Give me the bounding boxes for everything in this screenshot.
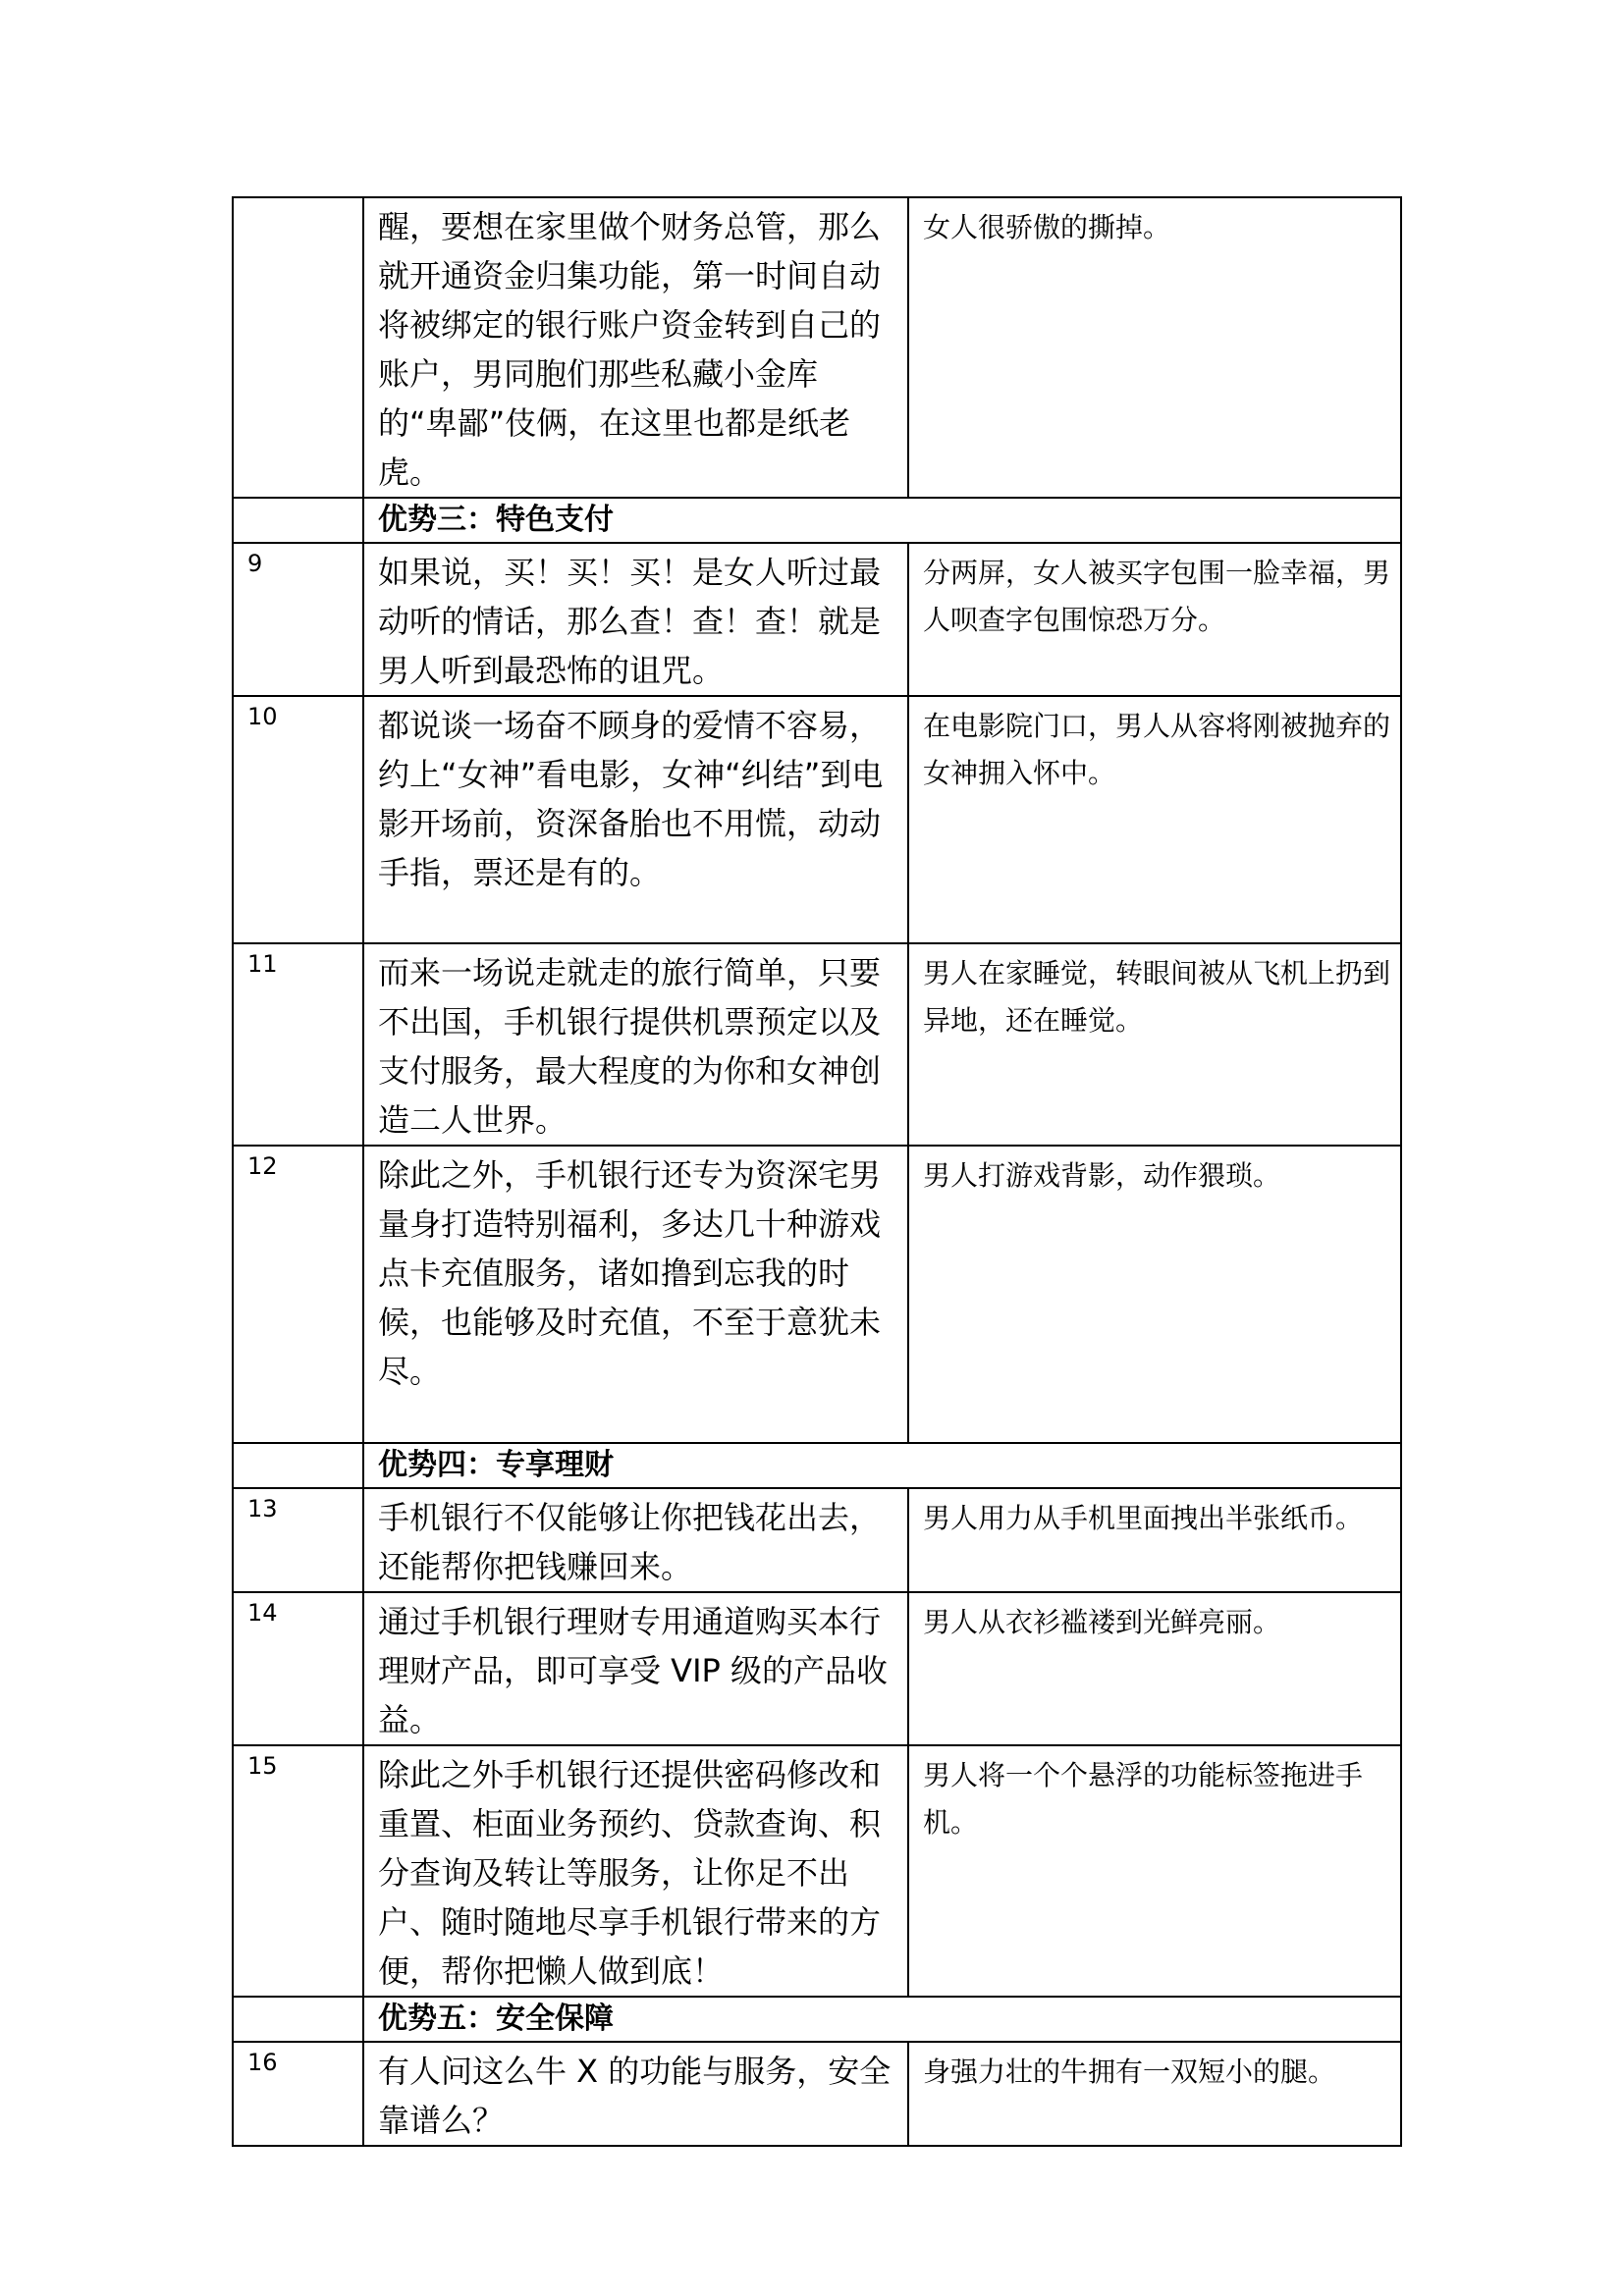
narration-cell: 通过手机银行理财专用通道购买本行理财产品，即可享受 VIP 级的产品收益。 xyxy=(363,1592,908,1745)
visual-cell: 男人将一个个悬浮的功能标签拖进手机。 xyxy=(908,1745,1401,1997)
section-heading: 优势五：安全保障 xyxy=(363,1997,1401,2042)
visual-cell: 身强力壮的牛拥有一双短小的腿。 xyxy=(908,2042,1401,2146)
shot-number: 9 xyxy=(233,543,363,696)
visual-cell: 男人从衣衫褴褛到光鲜亮丽。 xyxy=(908,1592,1401,1745)
visual-cell: 女人很骄傲的撕掉。 xyxy=(908,197,1401,498)
table-row xyxy=(233,2042,1401,2146)
narration-cell: 都说谈一场奋不顾身的爱情不容易，约上“女神”看电影，女神“纠结”到电影开场前，资深备胎也不用慌，动动手指，票还是有的。 xyxy=(363,696,908,943)
narration-cell: 手机银行不仅能够让你把钱花出去，还能帮你把钱赚回来。 xyxy=(363,1488,908,1592)
storyboard-table xyxy=(232,196,1402,2147)
shot-number: 16 xyxy=(233,2042,363,2146)
shot-number: 15 xyxy=(233,1745,363,1997)
narration-cell: 如果说，买！买！买！是女人听过最动听的情话，那么查！查！查！就是男人听到最恐怖的诅咒。 xyxy=(363,543,908,696)
visual-cell: 男人打游戏背影，动作猥琐。 xyxy=(908,1146,1401,1443)
table-row xyxy=(233,1488,1401,1592)
table-row xyxy=(233,1146,1401,1443)
table-row xyxy=(233,1592,1401,1745)
section-row xyxy=(233,1443,1401,1488)
narration-cell: 而来一场说走就走的旅行简单，只要不出国，手机银行提供机票预定以及支付服务，最大程度的为你和女神创造二人世界。 xyxy=(363,943,908,1146)
shot-number xyxy=(233,197,363,498)
section-row xyxy=(233,1997,1401,2042)
shot-number: 11 xyxy=(233,943,363,1146)
visual-cell: 分两屏，女人被买字包围一脸幸福，男人呗查字包围惊恐万分。 xyxy=(908,543,1401,696)
shot-number: 14 xyxy=(233,1592,363,1745)
shot-number: 12 xyxy=(233,1146,363,1443)
visual-cell: 男人在家睡觉，转眼间被从飞机上扔到异地，还在睡觉。 xyxy=(908,943,1401,1146)
visual-cell: 在电影院门口，男人从容将刚被抛弃的女神拥入怀中。 xyxy=(908,696,1401,943)
shot-number: 10 xyxy=(233,696,363,943)
table-row xyxy=(233,943,1401,1146)
table-row xyxy=(233,197,1401,498)
narration-cell: 有人问这么牛 X 的功能与服务，安全靠谱么？ xyxy=(363,2042,908,2146)
narration-cell: 除此之外，手机银行还专为资深宅男量身打造特别福利，多达几十种游戏点卡充值服务，诸如撸到忘我的时候，也能够及时充值，不至于意犹未尽。 xyxy=(363,1146,908,1443)
shot-number: 13 xyxy=(233,1488,363,1592)
table-row xyxy=(233,1745,1401,1997)
table-row xyxy=(233,696,1401,943)
visual-cell: 男人用力从手机里面拽出半张纸币。 xyxy=(908,1488,1401,1592)
narration-cell: 醒，要想在家里做个财务总管，那么就开通资金归集功能，第一时间自动将被绑定的银行账户资金转到自己的账户，男同胞们那些私藏小金库的“卑鄙”伎俩，在这里也都是纸老虎。 xyxy=(363,197,908,498)
table-row xyxy=(233,543,1401,696)
section-heading: 优势四：专享理财 xyxy=(363,1443,1401,1488)
narration-cell: 除此之外手机银行还提供密码修改和重置、柜面业务预约、贷款查询、积分查询及转让等服务，让你足不出户、随时随地尽享手机银行带来的方便，帮你把懒人做到底！ xyxy=(363,1745,908,1997)
section-row xyxy=(233,498,1401,543)
section-heading: 优势三：特色支付 xyxy=(363,498,1401,543)
